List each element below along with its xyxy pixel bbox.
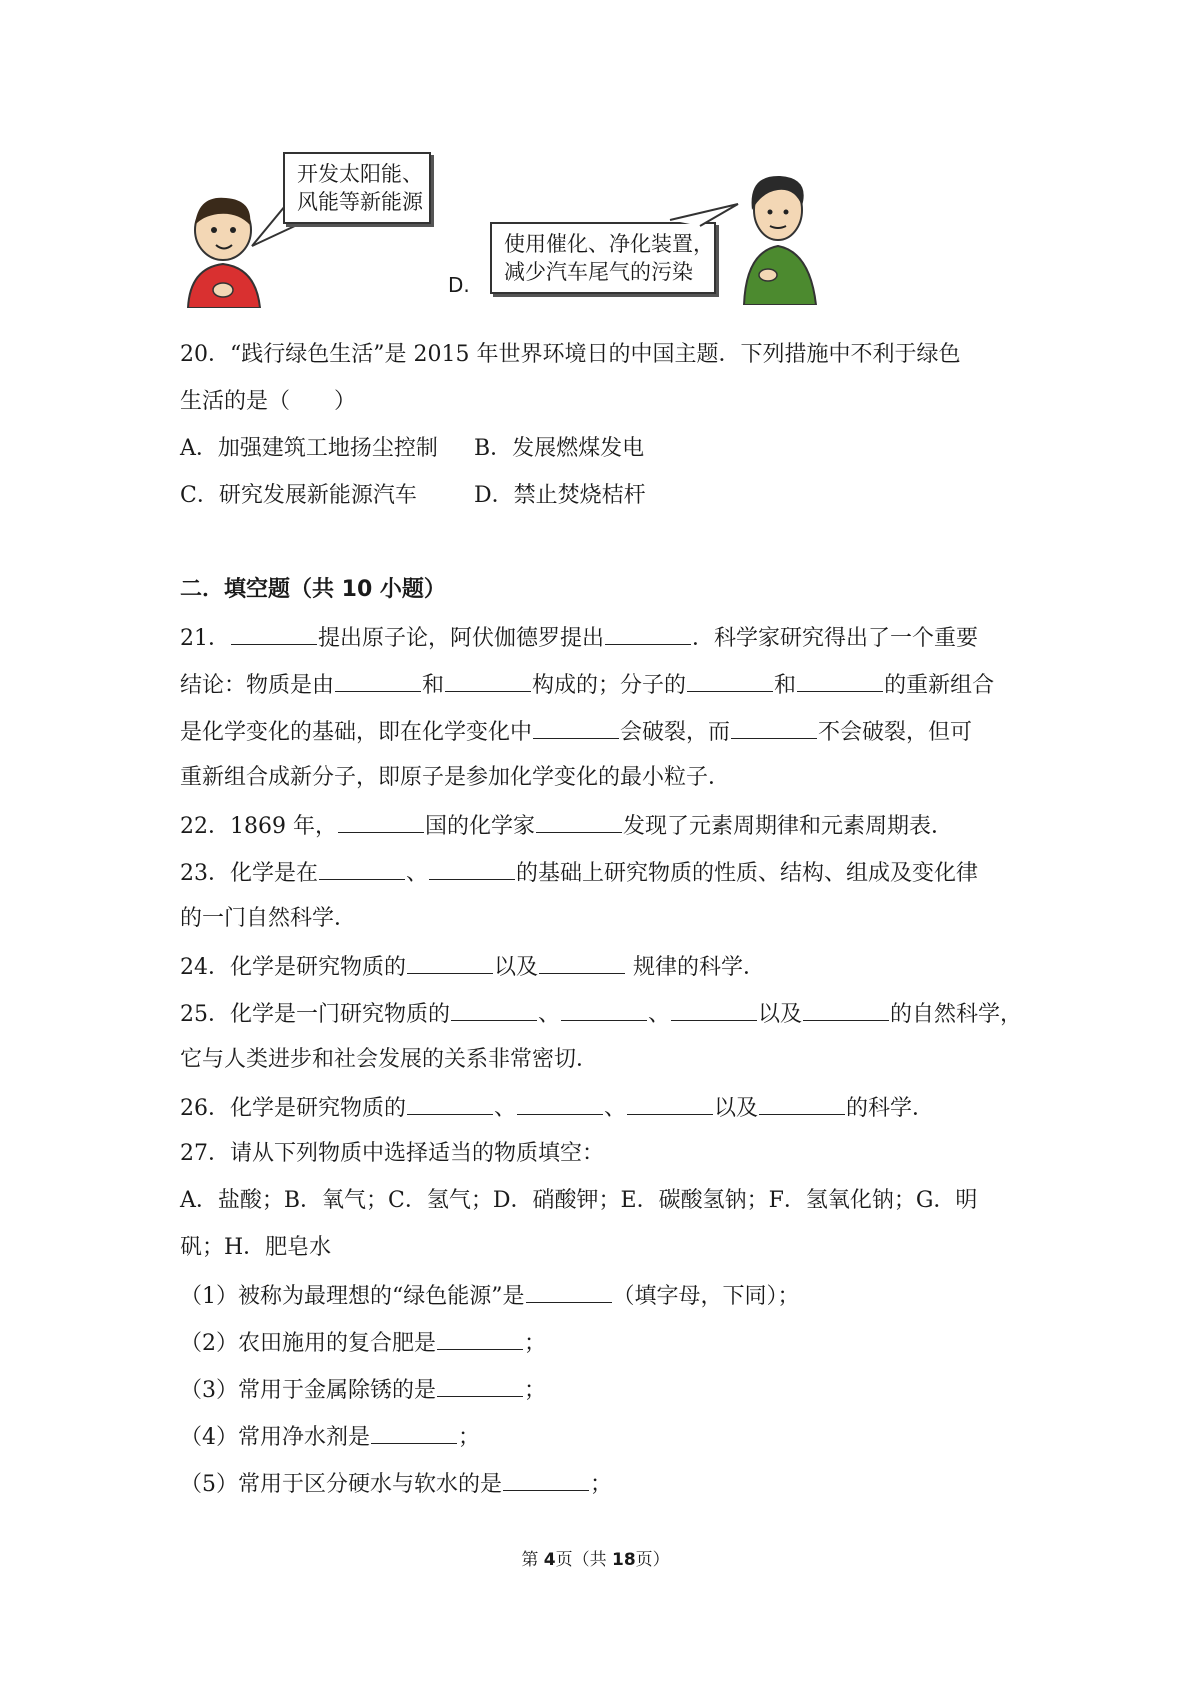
q24-text: 规律的科学．: [626, 955, 766, 980]
q20-option-a: A．加强建筑工地扬尘控制: [180, 436, 438, 461]
answer-blank[interactable]: [627, 1092, 713, 1115]
answer-blank[interactable]: [437, 1327, 523, 1350]
q21-text: 不会破裂，但可: [818, 720, 973, 745]
bubble-left-line-1: 开发太阳能、: [297, 162, 423, 186]
q25-text: 的自然科学，: [890, 1002, 1023, 1027]
answer-blank[interactable]: [671, 998, 757, 1021]
q25-text: 25．化学是一门研究物质的: [180, 1002, 450, 1027]
q23-text: 23．化学是在: [180, 861, 318, 886]
q23-text: 、: [406, 861, 429, 886]
q27-sub-3: [180, 1374, 546, 1406]
q26-text: 、: [604, 1096, 627, 1121]
q27-sub-4: [180, 1421, 480, 1453]
speech-tail-right: [660, 198, 740, 238]
q26-text: 的科学．: [846, 1096, 935, 1121]
answer-blank[interactable]: [539, 951, 625, 974]
answer-blank[interactable]: [371, 1421, 457, 1444]
answer-blank[interactable]: [338, 810, 424, 833]
answer-blank[interactable]: [451, 998, 537, 1021]
q21-text: 是化学变化的基础，即在化学变化中: [180, 720, 533, 745]
q21-text: 和: [774, 673, 797, 698]
page-footer: [0, 1545, 1191, 1570]
answer-blank[interactable]: [605, 622, 691, 645]
q26-line: [180, 1092, 934, 1124]
q23-text: 的基础上研究物质的性质、结构、组成及变化律: [516, 861, 979, 886]
q21-number: 21．: [180, 626, 230, 651]
answer-blank[interactable]: [319, 857, 405, 880]
boy-right-illustration: [740, 170, 820, 305]
q27-text: （1）被称为最理想的“绿色能源”是: [180, 1284, 525, 1309]
speech-bubble-left: [283, 152, 431, 224]
q21-line-3: [180, 716, 972, 748]
q22-text: 国的化学家: [424, 814, 535, 839]
answer-blank[interactable]: [731, 716, 817, 739]
footer-text: 页（共: [555, 1550, 612, 1570]
q27-sub-2: [180, 1327, 546, 1359]
total-pages: 18: [611, 1550, 636, 1570]
q26-text: 26．化学是研究物质的: [180, 1096, 406, 1121]
q21-text: 会破裂，而: [620, 720, 731, 745]
q26-text: 以及: [714, 1096, 759, 1121]
q24-line: [180, 951, 765, 983]
q20-option-b: B．发展燃煤发电: [474, 436, 645, 461]
answer-blank[interactable]: [445, 669, 531, 692]
answer-blank[interactable]: [687, 669, 773, 692]
q27-text: （填字母，下同）；: [612, 1284, 800, 1309]
answer-blank[interactable]: [536, 810, 622, 833]
q27-options-line-2: 矾；H．肥皂水: [180, 1235, 332, 1260]
q25-text: 、: [648, 1002, 671, 1027]
q21-text: 结论：物质是由: [180, 673, 335, 698]
q25-line-2: 它与人类进步和社会发展的关系非常密切．: [180, 1047, 599, 1072]
q21-line-1: [180, 622, 978, 654]
q22-text: 22．1869 年，: [180, 814, 337, 839]
q20-stem-line-1: 20．“践行绿色生活”是 2015 年世界环境日的中国主题．下列措施中不利于绿色: [180, 342, 961, 367]
bubble-right-line-2: 减少汽车尾气的污染: [504, 260, 693, 284]
q21-text: ．科学家研究得出了一个重要: [692, 626, 979, 651]
q27-text: ；: [590, 1472, 613, 1497]
q27-text: ；: [524, 1378, 547, 1403]
answer-blank[interactable]: [335, 669, 421, 692]
q21-text: 提出原子论，阿伏伽德罗提出: [318, 626, 605, 651]
answer-blank[interactable]: [526, 1280, 612, 1303]
q21-text: 的重新组合: [884, 673, 995, 698]
q23-line-2: 的一门自然科学．: [180, 906, 357, 931]
footer-text: 页）: [635, 1550, 670, 1570]
q27-text: ；: [458, 1425, 481, 1450]
answer-blank[interactable]: [407, 951, 493, 974]
answer-blank[interactable]: [517, 1092, 603, 1115]
q27-stem: 27．请从下列物质中选择适当的物质填空：: [180, 1141, 604, 1166]
section-title: 二．填空题（共 10 小题）: [180, 577, 446, 602]
q25-line-1: [180, 998, 1022, 1030]
q25-text: 、: [538, 1002, 561, 1027]
q25-text: 以及: [758, 1002, 803, 1027]
answer-blank[interactable]: [803, 998, 889, 1021]
answer-blank[interactable]: [429, 857, 515, 880]
q22-text: 发现了元素周期律和元素周期表．: [623, 814, 954, 839]
q20-option-c: C．研究发展新能源汽车: [180, 483, 417, 508]
q21-text: 和: [422, 673, 445, 698]
answer-blank[interactable]: [503, 1468, 589, 1491]
q27-sub-5: [180, 1468, 612, 1500]
q20-stem-line-2: 生活的是（ ）: [180, 389, 357, 414]
q20-option-d: D．禁止焚烧桔杆: [474, 483, 646, 508]
q21-line-4: 重新组合成新分子，即原子是参加化学变化的最小粒子．: [180, 765, 731, 790]
answer-blank[interactable]: [407, 1092, 493, 1115]
q27-text: ；: [524, 1331, 547, 1356]
q24-text: 24．化学是研究物质的: [180, 955, 406, 980]
q21-line-2: [180, 669, 994, 701]
q23-line-1: [180, 857, 978, 889]
bubble-left-line-2: 风能等新能源: [297, 190, 423, 214]
answer-blank[interactable]: [561, 998, 647, 1021]
footer-text: 第: [521, 1550, 544, 1570]
q27-text: （2）农田施用的复合肥是: [180, 1331, 436, 1356]
q21-text: 构成的；分子的: [532, 673, 687, 698]
page-number: 4: [543, 1550, 556, 1570]
q22-line: [180, 810, 953, 842]
answer-blank[interactable]: [437, 1374, 523, 1397]
q27-text: （5）常用于区分硬水与软水的是: [180, 1472, 502, 1497]
answer-blank[interactable]: [759, 1092, 845, 1115]
answer-blank[interactable]: [797, 669, 883, 692]
answer-blank[interactable]: [231, 622, 317, 645]
answer-blank[interactable]: [533, 716, 619, 739]
option-d-label: D.: [448, 273, 470, 297]
q27-options-line-1: A．盐酸；B．氧气；C．氢气；D．硝酸钾；E．碳酸氢钠；F．氢氧化钠；G．明: [180, 1188, 978, 1213]
q27-sub-1: [180, 1280, 800, 1312]
q27-text: （3）常用于金属除锈的是: [180, 1378, 436, 1403]
q26-text: 、: [494, 1096, 517, 1121]
bubble-right-line-1: 使用催化、净化装置，: [504, 232, 714, 256]
q24-text: 以及: [494, 955, 539, 980]
q27-text: （4）常用净水剂是: [180, 1425, 370, 1450]
